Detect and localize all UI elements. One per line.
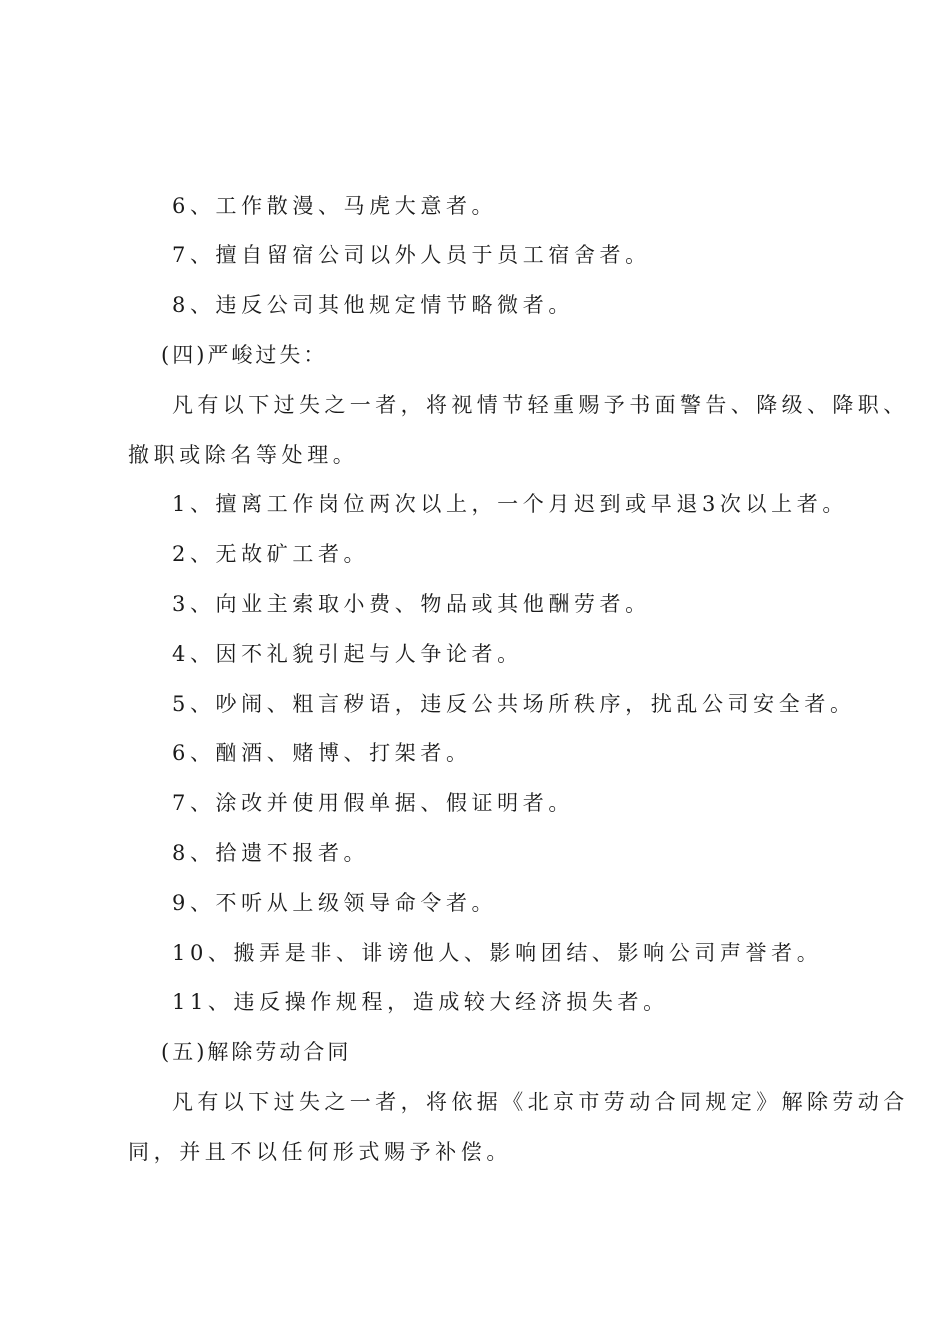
list-item: 4、因不礼貌引起与人争论者。 xyxy=(172,642,523,666)
paragraph-line: 凡有以下过失之一者，将依据《北京市劳动合同规定》解除劳动合 xyxy=(172,1090,909,1114)
list-item: 2、无故矿工者。 xyxy=(172,542,370,566)
paragraph-line: 撤职或除名等处理。 xyxy=(128,443,359,467)
section-heading: (五)解除劳动合同 xyxy=(161,1040,352,1064)
list-item: 8、拾遗不报者。 xyxy=(172,841,370,865)
section-heading: (四)严峻过失： xyxy=(161,343,328,367)
list-item: 8、违反公司其他规定情节略微者。 xyxy=(172,293,574,317)
list-item: 10、搬弄是非、诽谤他人、影响团结、影响公司声誉者。 xyxy=(172,941,823,965)
paragraph-line: 同，并且不以任何形式赐予补偿。 xyxy=(128,1140,512,1164)
list-item: 7、涂改并使用假单据、假证明者。 xyxy=(172,791,574,815)
list-item: 1、擅离工作岗位两次以上，一个月迟到或早退3次以上者。 xyxy=(172,492,848,516)
paragraph-line: 凡有以下过失之一者，将视情节轻重赐予书面警告、降级、降职、 xyxy=(172,393,909,417)
list-item: 7、擅自留宿公司以外人员于员工宿舍者。 xyxy=(172,243,651,267)
list-item: 11、违反操作规程，造成较大经济损失者。 xyxy=(172,990,669,1014)
list-item: 6、酗酒、赌博、打架者。 xyxy=(172,741,472,765)
list-item: 5、吵闹、粗言秽语，违反公共场所秩序，扰乱公司安全者。 xyxy=(172,692,856,716)
list-item: 6、工作散漫、马虎大意者。 xyxy=(172,194,498,218)
list-item: 3、向业主索取小费、物品或其他酬劳者。 xyxy=(172,592,651,616)
list-item: 9、不听从上级领导命令者。 xyxy=(172,891,498,915)
